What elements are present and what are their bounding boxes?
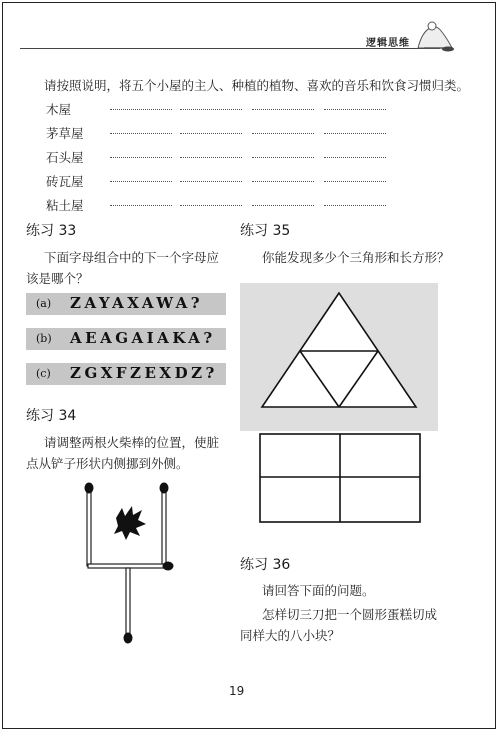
exercise-34-title: 练习 34 — [26, 408, 77, 424]
exercise-34-line2: 点从铲子形状内侧挪到外侧。 — [26, 456, 189, 471]
exercise-35-line1: 你能发现多少个三角形和长方形？ — [262, 250, 450, 265]
intro-text: 请按照说明，将五个小屋的主人、种植的植物、喜欢的音乐和饮食习惯归类。 — [44, 78, 470, 93]
answer-blank[interactable] — [180, 109, 242, 110]
answer-blank[interactable] — [252, 181, 314, 182]
letter-sequence: AEAGAIAKA? — [70, 329, 216, 347]
answer-blank[interactable] — [252, 133, 314, 134]
match-head — [124, 633, 133, 644]
answer-blank[interactable] — [110, 133, 172, 134]
answer-blank[interactable] — [110, 181, 172, 182]
answer-blank[interactable] — [180, 157, 242, 158]
answer-blank[interactable] — [252, 157, 314, 158]
answer-blank[interactable] — [252, 109, 314, 110]
answer-blank[interactable] — [180, 181, 242, 182]
option-tag: (b) — [36, 332, 52, 345]
letter-option-b — [26, 328, 226, 350]
exercise-36-line2: 怎样切三刀把一个圆形蛋糕切成 — [262, 607, 438, 622]
match-head — [163, 562, 174, 571]
exercise-36-line3: 同样大的八小块？ — [240, 628, 341, 643]
house-label: 石头屋 — [46, 150, 84, 165]
exercise-33-line2: 该是哪个？ — [26, 271, 89, 286]
answer-blank[interactable] — [180, 205, 242, 206]
answer-blank[interactable] — [324, 205, 386, 206]
match-head — [85, 483, 94, 494]
match-head — [160, 483, 169, 494]
rectangle-grid-figure — [240, 430, 438, 530]
answer-blank[interactable] — [110, 157, 172, 158]
letter-sequence: ZAYAXAWA? — [70, 294, 204, 312]
answer-blank[interactable] — [180, 133, 242, 134]
letter-sequence: ZGXFZEXDZ? — [70, 364, 218, 382]
letter-option-c — [26, 363, 226, 385]
matchstick-shovel-figure — [70, 478, 190, 646]
exercise-33-title: 练习 33 — [26, 223, 77, 239]
answer-blank[interactable] — [252, 205, 314, 206]
dirt-spot-icon — [114, 506, 146, 540]
outer-triangle — [262, 293, 416, 407]
matchstick[interactable] — [162, 488, 166, 566]
answer-blank[interactable] — [324, 157, 386, 158]
answer-blank[interactable] — [110, 109, 172, 110]
cartoon-mascot-icon — [408, 18, 458, 54]
option-tag: (c) — [36, 367, 51, 380]
house-label: 木屋 — [46, 102, 72, 117]
shapes-figure-panel — [240, 283, 438, 431]
exercise-35-title: 练习 35 — [240, 223, 291, 239]
house-label: 粘土屋 — [46, 198, 84, 213]
exercise-33-line1: 下面字母组合中的下一个字母应 — [44, 250, 220, 265]
answer-blank[interactable] — [324, 109, 386, 110]
answer-blank[interactable] — [324, 181, 386, 182]
house-label: 茅草屋 — [46, 126, 84, 141]
answer-blank[interactable] — [110, 205, 172, 206]
matchstick[interactable] — [87, 488, 91, 566]
header-title: 逻辑思维 — [366, 38, 410, 49]
matchstick[interactable] — [126, 568, 130, 638]
house-label: 砖瓦屋 — [46, 174, 84, 189]
exercise-36-title: 练习 36 — [240, 557, 291, 573]
letter-option-a — [26, 293, 226, 315]
triangle-figure — [240, 283, 438, 431]
exercise-36-line1: 请回答下面的问题。 — [262, 583, 375, 598]
option-tag: (a) — [36, 297, 52, 310]
answer-blank[interactable] — [324, 133, 386, 134]
exercise-34-line1: 请调整两根火柴棒的位置，使脏 — [44, 435, 220, 450]
page-number: 19 — [229, 684, 245, 698]
